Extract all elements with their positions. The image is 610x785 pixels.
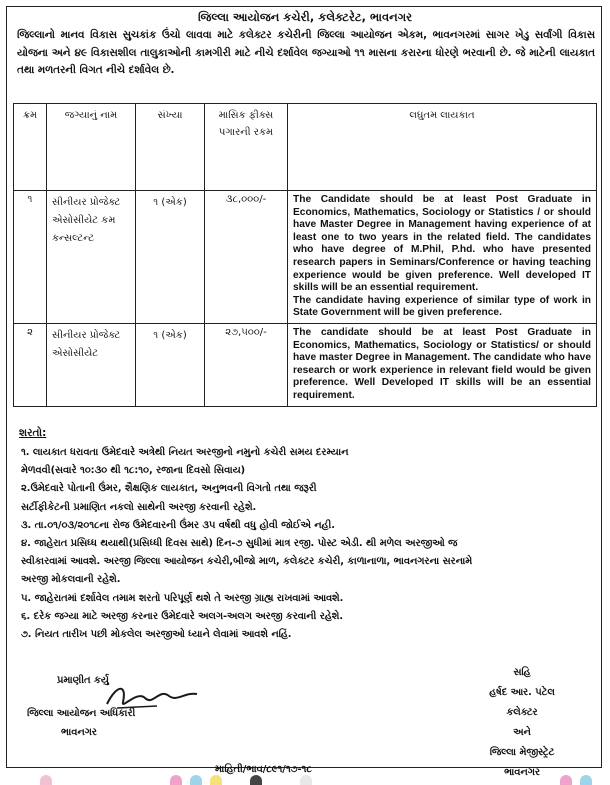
header-pay: માસિક ફીક્સ પગારની રકમ — [205, 104, 288, 191]
collector-role: કલેક્ટર — [506, 707, 538, 718]
and-label: અને — [513, 727, 531, 738]
color-mark — [40, 775, 52, 785]
term-line: અરજી મોકલવાની રહેશે. — [21, 574, 121, 586]
qualification-extra: The candidate having experience of similar type of work in State Government will be given preference. — [293, 294, 591, 319]
qualification-text: The candidate should be at least Post Graduate in Economics, Mathematics, Sociology or Statistics/ or should have master Degree in Management. The candidate who have research or work experience in relevant field would be given preference. Well Developed IT skills will be an essential requirement. — [293, 326, 591, 401]
collector-place: ભાવનગર — [504, 767, 540, 778]
row-no: ૧ — [14, 191, 47, 324]
officer-title: જિલ્લા આયોજન અધિકારી — [27, 708, 136, 719]
term-line: સર્ટીફીકેટની પ્રમાણિત નકલો સાથેની અરજી કરવાની રહેશે. — [21, 501, 257, 513]
color-mark — [560, 775, 572, 785]
row-post: સીનીયર પ્રોજેક્ટ એસોસીયેટ — [47, 323, 136, 406]
officer-place: ભાવનગર — [61, 727, 97, 738]
row-pay: ૩૮,૦૦૦/- — [205, 191, 288, 324]
magistrate-role: જિલ્લા મેજીસ્ટ્રેટ — [489, 747, 555, 758]
term-line: ૬. દરેક જગ્યા માટે અરજી કરનાર ઉમેદવારે અલગ-અલગ અરજી કરવાની રહેશે. — [21, 610, 344, 622]
table-row — [14, 323, 597, 406]
row-qualification — [288, 323, 597, 406]
table-header-row — [14, 104, 597, 191]
qualification-text: The Candidate should be at least Post Graduate in Economics, Mathematics, Sociology or Statistics / or should have Master Degree in Management having experience of at least one to two years in the related field. The candidates who have degree of M.Phil, P.hd. who have presented research papers in Seminars/Conference or having teaching experience would be given preference. Well developed IT skills will be an essential requirement. — [293, 194, 591, 294]
term-line: ૪. જાહેરાત પ્રસિધ્ધ થયાથી(પ્રસિધ્ધી દિવસ સાથે) દિન-૭ સુધીમાં માત્ર રજી. પોસ્ટ એડી. થી મળેલ અરજીઓ જ — [21, 538, 458, 550]
certified-label: પ્રમાણીત કર્યુ — [57, 675, 109, 686]
page-title: જિલ્લા આયોજન કચેરી, કલેક્ટરેટ, ભાવનગર — [197, 10, 413, 24]
term-line: ૫. જાહેરાતમાં દર્શાવેલ તમામ શરતો પરિપૂર્ણ થશે તે અરજી ગ્રાહ્ય રાખવામાં આવશે. — [21, 592, 344, 604]
posts-table — [13, 103, 597, 407]
color-mark — [190, 775, 202, 785]
terms-list — [21, 444, 593, 644]
color-mark — [170, 775, 182, 785]
row-no: ૨ — [14, 323, 47, 406]
row-count: ૧ (એક) — [136, 323, 205, 406]
row-pay: ૨૭,૫૦૦/- — [205, 323, 288, 406]
term-line: ૧. લાયકાત ધરાવતા ઉમેદવારે અત્રેથી નિયત અરજીનો નમુનો કચેરી સમય દરમ્યાન — [21, 447, 349, 458]
header-count: સંખ્યા — [136, 104, 205, 191]
table-row — [14, 191, 597, 324]
color-mark — [580, 775, 592, 785]
color-mark — [300, 775, 312, 785]
reference-number: માહિતી/ભાવ/૮૯૧/૧૭-૧૮ — [215, 764, 312, 775]
collector-signature-block — [447, 663, 597, 783]
color-mark — [250, 775, 262, 785]
header-post: જગ્યાનું નામ — [47, 104, 136, 191]
sign-label: સહિ — [513, 667, 531, 678]
term-line: મેળવવી(સવારે ૧૦:૩૦ થી ૧૮:૧૦, રજાના દિવસો સિવાય) — [21, 465, 246, 477]
row-post: સીનીયર પ્રોજેક્ટ એસોસીયેટ કમ કન્સલ્ટન્ટ — [47, 191, 136, 324]
certified-signature-block — [27, 675, 227, 738]
row-count: ૧ (એક) — [136, 191, 205, 324]
term-line: ૩. તા.૦૧/૦૩/૨૦૧૮ના રોજ ઉમેદવારની ઉંમર ૩૫ વર્ષથી વધુ હોવી જોઈએ નહી. — [21, 519, 335, 531]
row-qualification — [288, 191, 597, 324]
header-qualification: લઘુતમ લાયકાત — [288, 104, 597, 191]
collector-name: હર્ષદ આર. પટેલ — [489, 687, 555, 698]
header-no: ક્રમ — [14, 104, 47, 191]
term-line: સ્વીકારવામાં આવશે. અરજી જિલ્લા આયોજન કચેરી,બીજો માળ, કલેક્ટર કચેરી, કાળાનાળા, ભાવનગરના સરનામે — [21, 556, 473, 568]
term-line: ૨.ઉમેદવારે પોતાની ઉંમર, શૈક્ષણિક લાયકાત, અનુભવની વિગતો તથા જરૂરી — [21, 483, 317, 495]
color-mark — [210, 775, 222, 785]
advertisement-page — [6, 6, 602, 778]
term-line: ૭. નિયત તારીખ પછી મોકલેલ અરજીઓ ધ્યાને લેવામાં આવશે નહિં. — [21, 629, 292, 641]
intro-paragraph: જિલ્લાનો માનવ વિકાસ સુચકાંક ઉંચો લાવવા માટે કલેક્ટર કચેરીની જિલ્લા આયોજન એકમ, ભાવનગરમાં સાગર ખેડુ સર્વાંગી વિકાસ યોજના અને ૪૯ વિકાસશીલ તાલુકાઓની કામગીરી માટે નીચે દર્શાવેલ જગ્યાઓ ૧૧ માસના કરારના ધોરણે ભરવાની છે. જે માટેની લાયકાત તથા મળતરની વિગત નીચે દર્શાવેલ છે. — [17, 29, 595, 76]
terms-heading: શરતો: — [19, 427, 47, 439]
